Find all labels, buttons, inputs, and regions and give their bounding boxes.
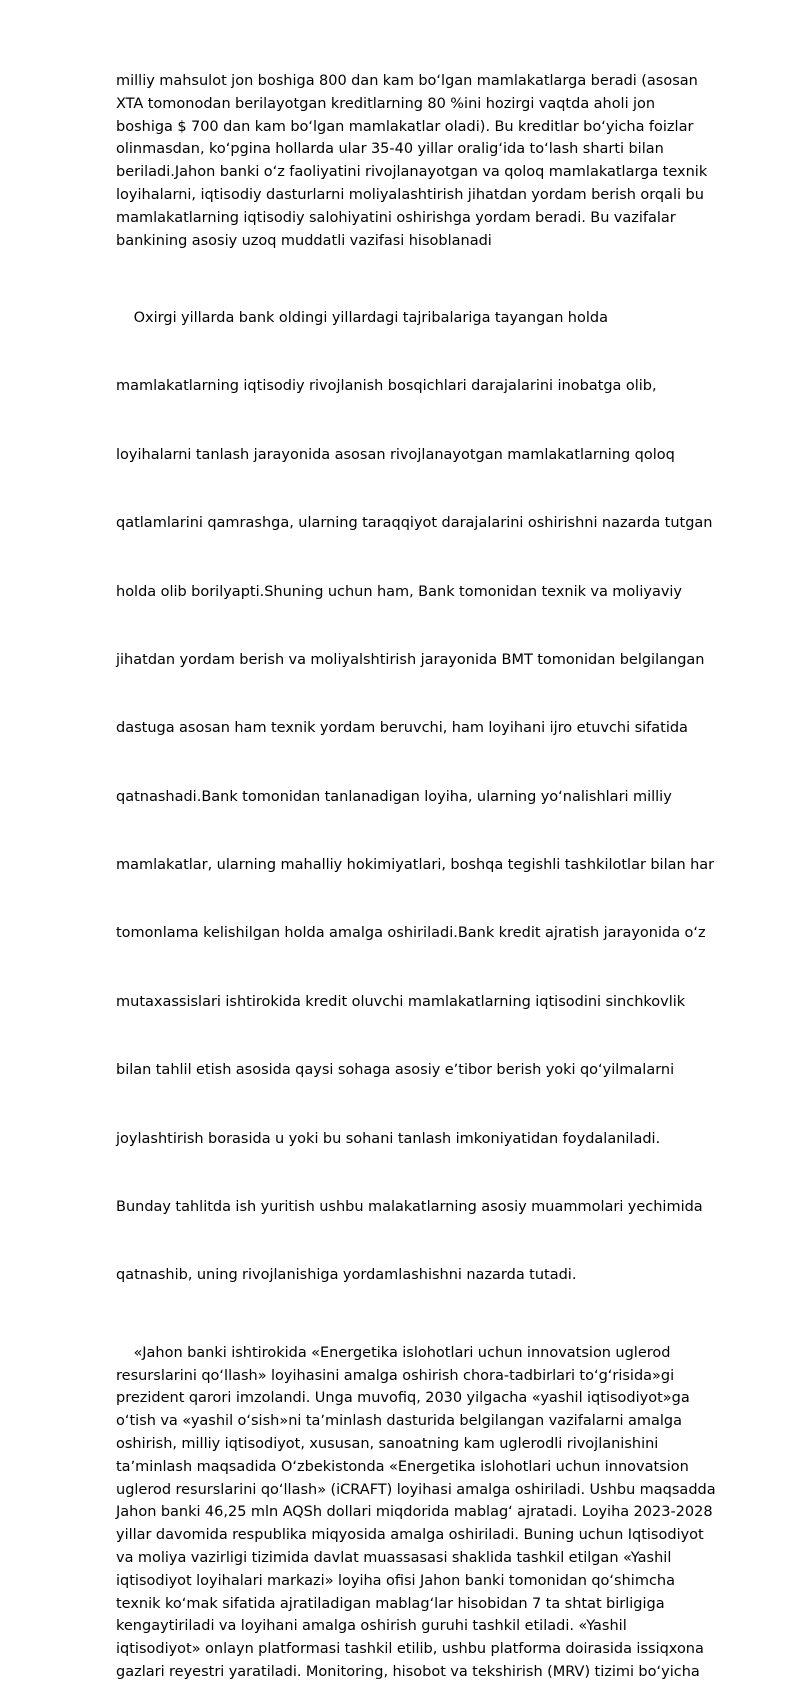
text-line: qatnashadi.Bank tomonidan tanlanadigan loyiha, ularning yoʻnalishlari milliy <box>116 788 672 805</box>
text-line: bilan tahlil etish asosida qaysi sohaga asosiy eʼtibor berish yoki qoʻyilmalarni <box>116 1062 675 1079</box>
text-line: mutaxassislari ishtirokida kredit oluvchi mamlakatlarning iqtisodini sinchkovlik <box>116 993 686 1010</box>
text-line: iqtisodiyot» onlayn platformasi tashkil etilib, ushbu platforma doirasida issiqxona <box>116 1641 704 1658</box>
text-line: taʼminlash maqsadida Oʻzbekistonda «Energetika islohotlari uchun innovatsion <box>116 1458 689 1475</box>
text-line: oshirish, milliy iqtisodiyot, xususan, sanoatning kam uglerodli rivojlanishini <box>116 1436 659 1453</box>
text-line: dastuga asosan ham texnik yordam beruvchi, ham loyihani ijro etuvchi sifatida <box>116 720 688 737</box>
text-line: va moliya vazirligi tizimida davlat muassasasi shaklida tashkil etilgan «Yashil <box>116 1550 672 1566</box>
text-line: loyihalarni, iqtisodiy dasturlarni moliyalashtirish jihatdan yordam berish orqali bu <box>116 186 704 203</box>
text-line: oʻtish va «yashil oʻsish»ni taʼminlash dasturida belgilangan vazifalarni amalga <box>116 1413 682 1430</box>
text-line: mamlakatlarning iqtisodiy salohiyatini oshirishga yordam beradi. Bu vazifalar <box>116 209 676 226</box>
text-line: jihatdan yordam berish va moliyalshtirish jarayonida BMT tomonidan belgilangan <box>116 651 705 668</box>
text-line: tomonlama kelishilgan holda amalga oshiriladi.Bank kredit ajratish jarayonida oʻz <box>116 925 706 942</box>
text-line: boshiga $ 700 dan kam boʻlgan mamlakatlar oladi). Bu kreditlar boʻyicha foizlar <box>116 118 694 135</box>
text-line: olinmasdan, koʻpgina hollarda ular 35-40 yillar oraligʻida toʻlash sharti bilan <box>116 141 664 158</box>
text-line: resurslarini qoʻllash» loyihasini amalga oshirish chora-tadbirlari toʻgʻrisida»gi <box>116 1367 675 1384</box>
text-line: iqtisodiyot loyihalari markazi» loyiha ofisi Jahon banki tomonidan qoʻshimcha <box>116 1572 675 1589</box>
text-line: gazlari reyestri yaratiladi. Monitoring, hisobot va tekshirish (MRV) tizimi boʻyicha <box>116 1663 700 1680</box>
text-line: holda olib borilyapti.Shuning uchun ham, Bank tomonidan texnik va moliyaviy <box>116 583 683 600</box>
text-line: qatlamlarini qamrashga, ularning taraqqiyot darajalarini oshirishni nazarda tutgan <box>116 515 713 532</box>
text-line: Jahon banki 46,25 mln AQSh dollari miqdorida mablagʻ ajratadi. Loyiha 2023-2028 <box>116 1504 713 1521</box>
text-line: texnik koʻmak sifatida ajratiladigan mablagʻlar hisobidan 7 ta shtat birligiga <box>116 1595 665 1612</box>
paragraph-3 <box>116 1342 716 1684</box>
text-line: milliy mahsulot jon boshiga 800 dan kam boʻlgan mamlakatlarga beradi (asosan <box>116 73 698 89</box>
text-line: mamlakatlarning iqtisodiy rivojlanish bosqichlari darajalarini inobatga olib, <box>116 378 657 395</box>
text-line: kengaytiriladi va loyihani amalga oshirish guruhi tashkil etiladi. «Yashil <box>116 1618 627 1635</box>
text-line: «Jahon banki ishtirokida «Energetika islohotlari uchun innovatsion uglerod <box>116 1344 671 1361</box>
paragraph-1 <box>116 70 716 252</box>
text-line: prezident qarori imzolandi. Unga muvofiq, 2030 yilgacha «yashil iqtisodiyot»ga <box>116 1390 690 1407</box>
text-line: beriladi.Jahon banki oʻz faoliyatini rivojlanayotgan va qoloq mamlakatlarga texnik <box>116 164 708 181</box>
text-line: Oxirgi yillarda bank oldingi yillardagi tajribalariga tayangan holda <box>116 309 608 326</box>
document-page <box>116 70 716 1693</box>
paragraph-2 <box>116 261 716 1332</box>
text-line: mamlakatlar, ularning mahalliy hokimiyatlari, boshqa tegishli tashkilotlar bilan har <box>116 857 715 874</box>
text-line: XTA tomonodan berilayotgan kreditlarning 80 %ini hozirgi vaqtda aholi jon <box>116 95 656 112</box>
text-line: yillar davomida respublika miqyosida amalga oshiriladi. Buning uchun Iqtisodiyot <box>116 1527 704 1544</box>
text-line: qatnashib, uning rivojlanishiga yordamlashishni nazarda tutadi. <box>116 1267 577 1284</box>
text-line: Bunday tahlitda ish yuritish ushbu malakatlarning asosiy muammolari yechimida <box>116 1199 703 1216</box>
text-line: bankining asosiy uzoq muddatli vazifasi hisoblanadi <box>116 232 492 249</box>
text-line: uglerod resurslarini qoʻllash» (iCRAFT) loyihasi amalga oshiriladi. Ushbu maqsadda <box>116 1481 716 1498</box>
text-line: joylashtirish borasida u yoki bu sohani tanlash imkoniyatidan foydalaniladi. <box>116 1130 661 1147</box>
text-line: loyihalarni tanlash jarayonida asosan rivojlanayotgan mamlakatlarning qoloq <box>116 446 675 463</box>
